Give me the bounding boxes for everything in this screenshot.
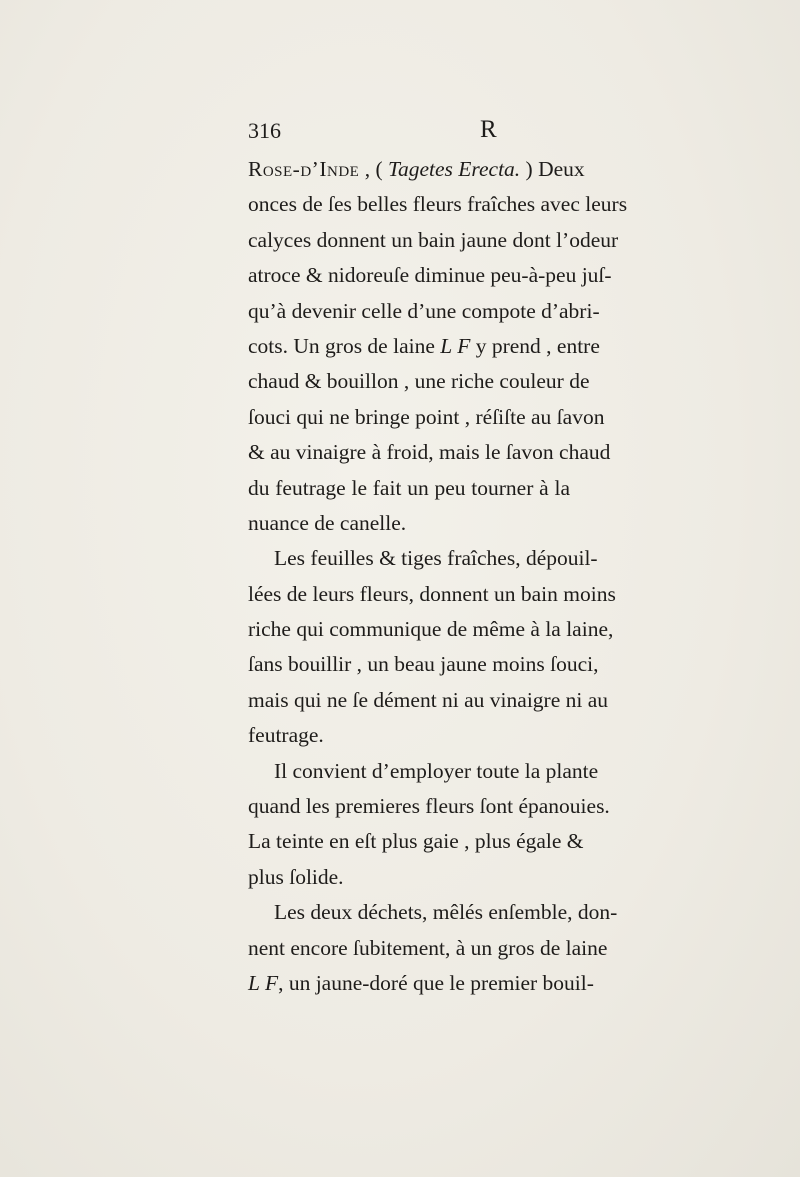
- text-span: ) Deux: [520, 157, 585, 181]
- text-line: [248, 329, 600, 364]
- text-line: feutrage.: [248, 723, 324, 748]
- text-line: ſouci qui ne bringe point , réſiſte au ſavon: [248, 404, 605, 429]
- paragraph-start-line: Les feuilles & tiges fraîches, dépouil-: [274, 546, 598, 571]
- paragraph-start-line: Il convient d’employer toute la plante: [274, 758, 599, 783]
- text-line: lées de leurs fleurs, donnent un bain moins: [248, 581, 616, 606]
- paragraph-start-line: Les deux déchets, mêlés enſemble, don-: [274, 900, 618, 925]
- text-line: onces de ſes belles fleurs fraîches avec leurs: [248, 192, 628, 217]
- text-line: [248, 152, 585, 187]
- text-line: atroce & nidoreuſe diminue peu-à-peu juſ-: [248, 263, 612, 288]
- text-line: ſans bouillir , un beau jaune moins ſouci,: [248, 652, 599, 677]
- text-line: [248, 966, 594, 1001]
- text-line: & au vinaigre à froid, mais le ſavon chaud: [248, 440, 611, 465]
- text-line: nuance de canelle.: [248, 510, 407, 535]
- text-span: , un jaune-doré que le premier bouil-: [278, 970, 594, 995]
- text-line: chaud & bouillon , une riche couleur de: [248, 369, 590, 394]
- text-span: y prend , entre: [470, 333, 600, 358]
- page-header: [248, 118, 568, 152]
- page-number: 316: [248, 118, 281, 143]
- text-span: , (: [359, 157, 388, 181]
- text-line: mais qui ne ſe dément ni au vinaigre ni au: [248, 687, 609, 712]
- wool-grade: L F: [248, 970, 279, 995]
- text-line: qu’à devenir celle d’une compote d’abri-: [248, 298, 600, 323]
- text-line: calyces donnent un bain jaune dont l’odeur: [248, 227, 619, 252]
- text-line: du feutrage le fait un peu tourner à la: [248, 475, 570, 500]
- text-line: plus ſolide.: [248, 864, 344, 889]
- text-line: La teinte en eſt plus gaie , plus égale &: [248, 829, 584, 854]
- text-line: nent encore ſubitement, à un gros de laine: [248, 935, 608, 960]
- entry-headword: Rose-d’Inde: [248, 157, 360, 181]
- text-span: cots. Un gros de laine: [248, 333, 441, 358]
- botanical-name: Tagetes Erecta.: [388, 157, 521, 181]
- text-line: quand les premieres fleurs ſont épanouies.: [248, 794, 610, 819]
- wool-grade: L F: [440, 333, 471, 358]
- body-text: [248, 152, 628, 1001]
- running-head-letter: R: [480, 116, 497, 143]
- text-line: riche qui communique de même à la laine,: [248, 617, 614, 642]
